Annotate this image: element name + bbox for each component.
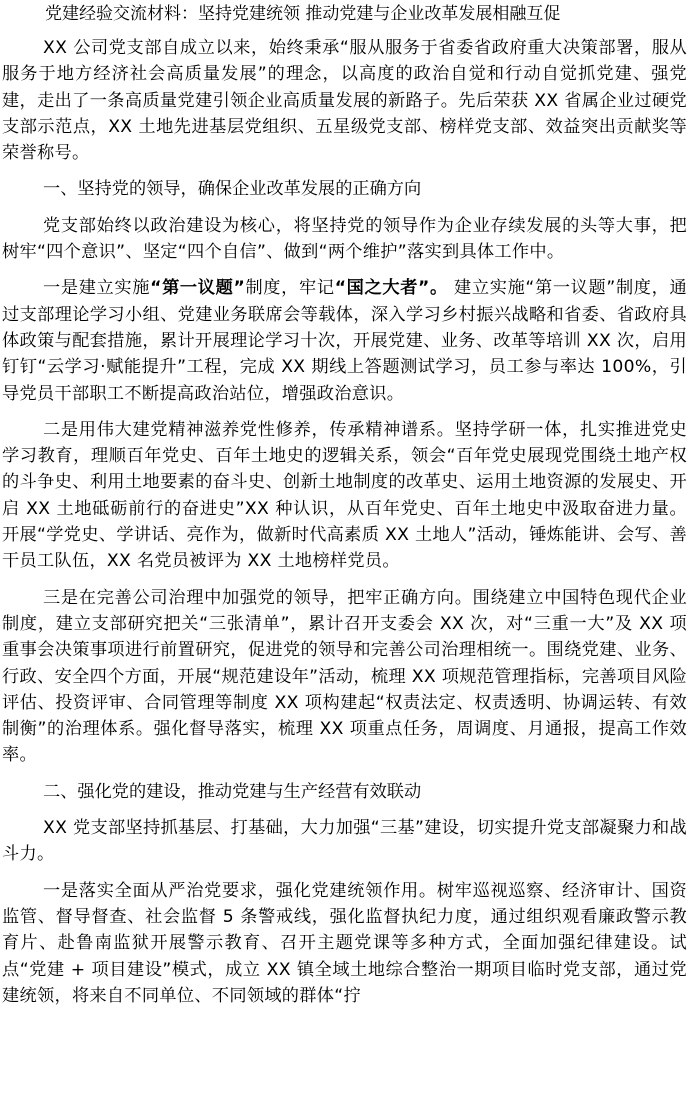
section1-intro-paragraph: 党支部始终以政治建设为核心，将坚持党的领导作为企业存续发展的头等大事，把树牢“四个意识”、坚定“四个自信”、做到“两个维护”落实到具体工作中。: [2, 215, 687, 263]
point1-bold-quote-2: “国之大者”: [334, 278, 430, 299]
section1-point3-paragraph: 三是在完善公司治理中加强党的领导，把牢正确方向。围绕建立中国特色现代企业制度，建立支部研究把关“三张清单”，累计召开支委会 XX 次，对“三重一大”及 XX 项重事会决策事项进行前置研究，促进党的领导和完善公司治理相统一。围绕党建、业务、行政、安全四个方面，开展“规范建设年”活动，梳理 XX 项规范管理指标，完善项目风险评估、投资评审、合同管理等制度 XX 项构建起“权责法定、权责透明、协调运转、有效制衡”的治理体系。强化督导落实，梳理 XX 项重点任务，周调度、月通报，提高工作效率。: [2, 587, 687, 766]
point1-body-text: 建立实施“第一议题”制度，通过支部理论学习小组、党建业务联席会等载体，深入学习乡村振兴战略和省委、省政府具体政策与配套措施，累计开展理论学习十次，开展党建、业务、改革等培训 XX 次，启用钉钉“云学习·赋能提升”工程，完成 XX 期线上答题测试学习，员工参与率达 100%，引导党员干部职工不断提高政治站位，增强政治意识。: [2, 278, 687, 404]
section1-point1-paragraph: [2, 275, 687, 406]
document-page: [0, 3, 693, 1100]
point1-lead-text: 一是建立实施: [43, 278, 151, 299]
intro-paragraph: XX 公司党支部自成立以来，始终秉承“服从服务于省委省政府重大决策部署，服从服务于地方经济社会高质量发展”的理念，以高度的政治自觉和行动自觉抓党建、强党建，走出了一条高质量党建引领企业高质量发展的新路子。先后荣获 XX 省属企业过硬党支部示范点，XX 土地先进基层党组织、五星级党支部、榜样党支部、效益突出贡献奖等荣誉称号。: [2, 38, 687, 164]
point1-lead-text-2: 制度，牢记: [245, 278, 335, 299]
section1-heading: 一、坚持党的领导，确保企业改革发展的正确方向: [43, 179, 422, 200]
point1-bold-quote-1: “第一议题”: [150, 278, 246, 299]
section2-intro-paragraph: XX 党支部坚持抓基层、打基础，大力加强“三基”建设，切实提升党支部凝聚力和战斗力。: [2, 818, 687, 865]
point1-bold-period: 。: [429, 278, 448, 299]
section2-heading: 二、强化党的建设，推动党建与生产经营有效联动: [43, 781, 422, 802]
document-title: 党建经验交流材料：坚持党建统领 推动党建与企业改革发展相融互促: [45, 4, 561, 24]
section2-point1-paragraph: 一是落实全面从严治党要求，强化党建统领作用。树牢巡视巡察、经济审计、国资监管、督导督查、社会监督 5 条警戒线，强化监督执纪力度，通过组织观看廉政警示教育片、赴鲁南监狱开展警示教育、召开主题党课等多种方式，全面加强纪律建设。试点“党建 + 项目建设”模式，成立 XX 镇全域土地综合整治一期项目临时党支部，通过党建统领，将来自不同单位、不同领域的群体“拧: [2, 880, 687, 1006]
section1-point2-paragraph: 二是用伟大建党精神滋养党性修养，传承精神谱系。坚持学研一体，扎实推进党史学习教育，理顺百年党史、百年土地史的逻辑关系，领会“百年党史展现党围绕土地产权的斗争史、利用土地要素的奋斗史、创新土地制度的改革史、运用土地资源的发展史、开启 XX 土地砥砺前行的奋进史”XX 种认识，从百年党史、百年土地史中汲取奋进力量。开展“学党史、学讲话、亮作为，做新时代高素质 XX 土地人”活动，锤炼能讲、会写、善干员工队伍，XX 名党员被评为 XX 土地榜样党员。: [2, 419, 687, 572]
